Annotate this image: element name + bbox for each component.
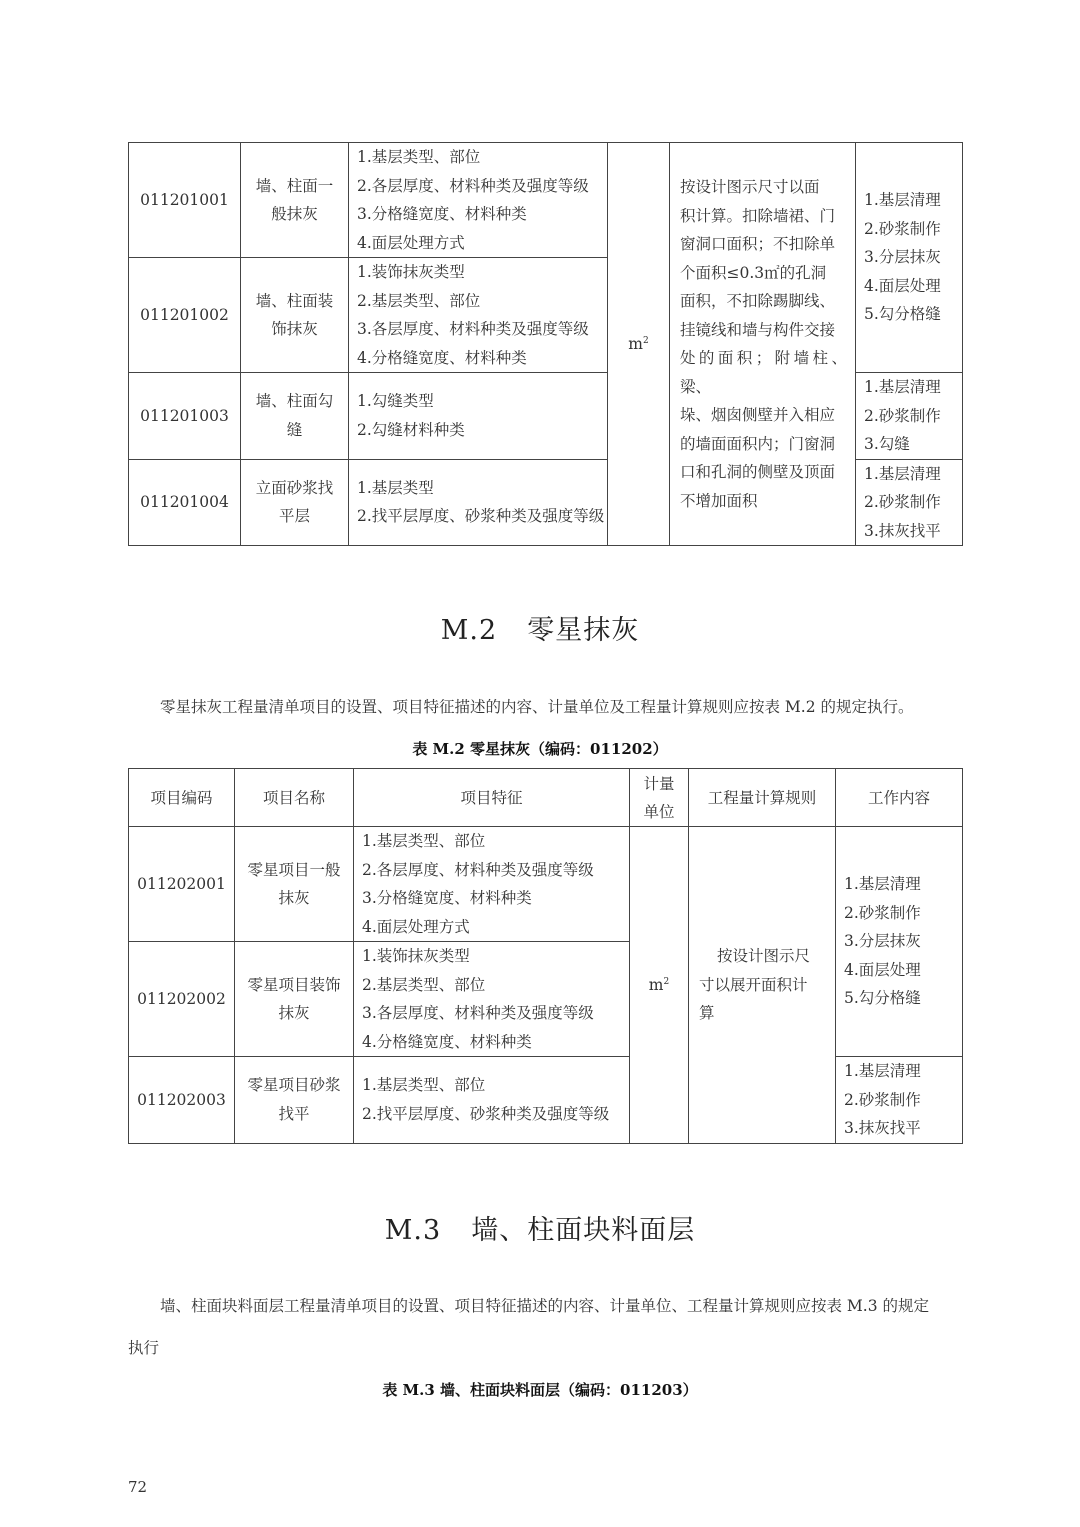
calculation-rule: 按设计图示尺寸以面 积计算。扣除墙裙、门 窗洞口面积；不扣除单 个面积≤0.3㎡的孔洞 面积，不扣除踢脚线、 挂镜线和墙与构件交接 处的面积；附墙柱、梁、 垛、烟囱侧壁并入相应 的墙面面积内；门窗洞 口和孔洞的侧壁及顶面 不增加面积 xyxy=(670,143,856,546)
item-code: 011201004 xyxy=(129,459,241,546)
sporadic-plastering-table xyxy=(128,768,963,1144)
item-name: 墙、柱面一 般抹灰 xyxy=(241,143,349,258)
header-features: 项目特征 xyxy=(354,769,630,827)
item-code: 011201002 xyxy=(129,258,241,373)
item-features: 1.基层类型、部位 2.各层厚度、材料种类及强度等级 3.分格缝宽度、材料种类 4.面层处理方式 xyxy=(349,143,608,258)
item-code: 011201003 xyxy=(129,373,241,460)
item-code: 011202002 xyxy=(129,942,235,1057)
item-name: 立面砂浆找 平层 xyxy=(241,459,349,546)
item-features: 1.基层类型、部位 2.找平层厚度、砂浆种类及强度等级 xyxy=(354,1057,630,1144)
work-content: 1.基层清理 2.砂浆制作 3.抹灰找平 xyxy=(856,459,963,546)
item-features: 1.基层类型、部位 2.各层厚度、材料种类及强度等级 3.分格缝宽度、材料种类 4.面层处理方式 xyxy=(354,827,630,942)
item-name: 墙、柱面勾 缝 xyxy=(241,373,349,460)
header-work: 工作内容 xyxy=(836,769,963,827)
table-caption-m2: 表 M.2 零星抹灰（编码：011202） xyxy=(412,740,668,758)
table-caption-m3: 表 M.3 墙、柱面块料面层（编码：011203） xyxy=(382,1381,698,1399)
table-row xyxy=(129,143,963,258)
wall-plastering-table xyxy=(128,142,963,546)
item-code: 011202003 xyxy=(129,1057,235,1144)
section-heading-m3: M.3 墙、柱面块料面层 xyxy=(384,1215,696,1246)
work-content: 1.基层清理 2.砂浆制作 3.分层抹灰 4.面层处理 5.勾分格缝 xyxy=(836,827,963,1057)
item-code: 011201001 xyxy=(129,143,241,258)
unit-cell: $m^2$ xyxy=(630,827,689,1144)
section-heading-m2: M.2 零星抹灰 xyxy=(440,615,640,646)
unit-cell: $m^2$ xyxy=(608,143,670,546)
item-features: 1.基层类型 2.找平层厚度、砂浆种类及强度等级 xyxy=(349,459,608,546)
work-content: 1.基层清理 2.砂浆制作 3.分层抹灰 4.面层处理 5.勾分格缝 xyxy=(856,143,963,373)
item-features: 1.勾缝类型 2.勾缝材料种类 xyxy=(349,373,608,460)
item-name: 零星项目砂浆 找平 xyxy=(235,1057,354,1144)
calculation-rule: 按设计图示尺 寸以展开面积计 算 xyxy=(689,827,836,1144)
table-row xyxy=(129,1057,963,1144)
section-intro-m2: 零星抹灰工程量清单项目的设置、项目特征描述的内容、计量单位及工程量计算规则应按表 M.2 的规定执行。 xyxy=(160,698,914,716)
work-content: 1.基层清理 2.砂浆制作 3.抹灰找平 xyxy=(836,1057,963,1144)
header-name: 项目名称 xyxy=(235,769,354,827)
header-rule: 工程量计算规则 xyxy=(689,769,836,827)
item-name: 零星项目一般 抹灰 xyxy=(235,827,354,942)
header-unit: 计量 单位 xyxy=(630,769,689,827)
item-name: 墙、柱面装 饰抹灰 xyxy=(241,258,349,373)
header-code: 项目编码 xyxy=(129,769,235,827)
work-content: 1.基层清理 2.砂浆制作 3.勾缝 xyxy=(856,373,963,460)
item-code: 011202001 xyxy=(129,827,235,942)
item-features: 1.装饰抹灰类型 2.基层类型、部位 3.各层厚度、材料种类及强度等级 4.分格缝宽度、材料种类 xyxy=(349,258,608,373)
item-features: 1.装饰抹灰类型 2.基层类型、部位 3.各层厚度、材料种类及强度等级 4.分格缝宽度、材料种类 xyxy=(354,942,630,1057)
section-intro-m3-line1: 墙、柱面块料面层工程量清单项目的设置、项目特征描述的内容、计量单位、工程量计算规则应按表 M.3 的规定 xyxy=(160,1297,930,1315)
section-intro-m3-line2: 执行 xyxy=(128,1339,160,1357)
page-number: 72 xyxy=(128,1478,148,1496)
table-row xyxy=(129,827,963,942)
table-header-row xyxy=(129,769,963,827)
item-name: 零星项目装饰 抹灰 xyxy=(235,942,354,1057)
